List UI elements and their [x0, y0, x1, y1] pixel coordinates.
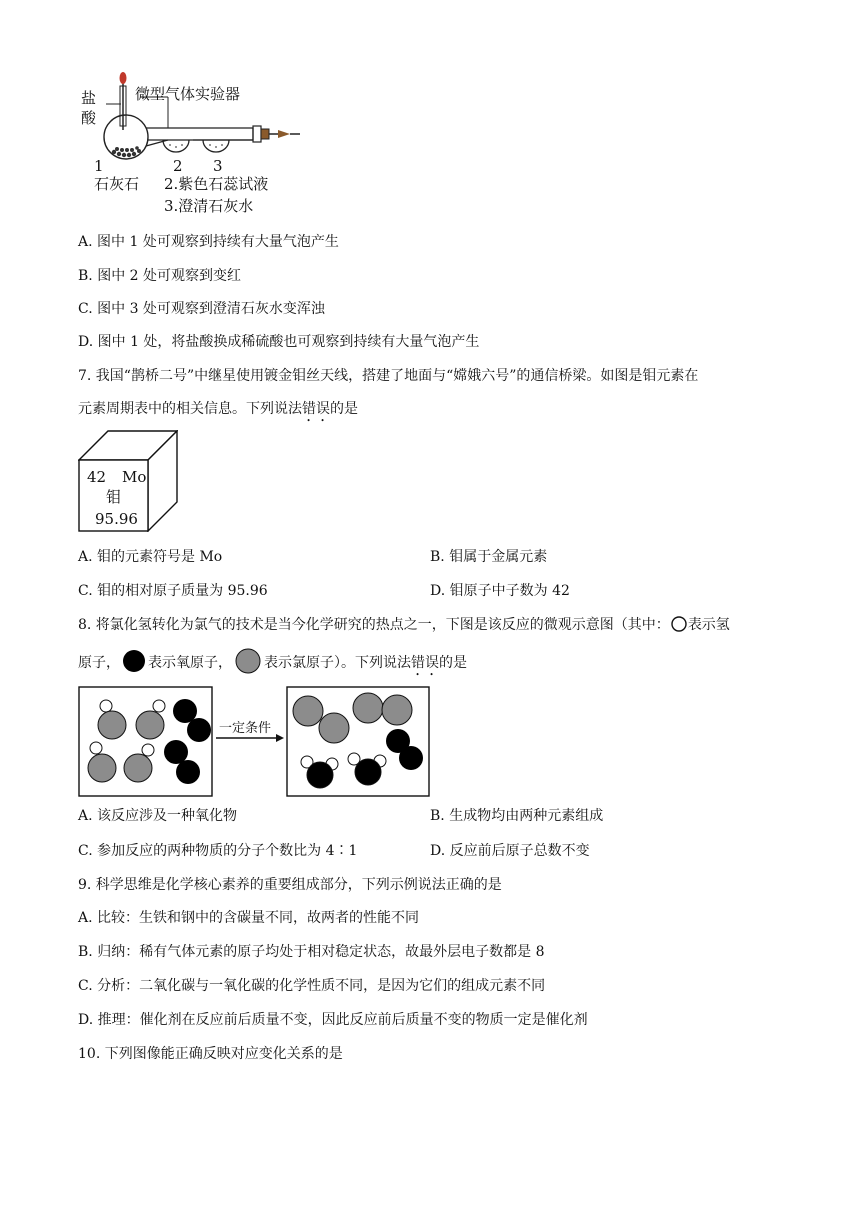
q8-stem-post: 表示氢: [687, 617, 730, 633]
q9-option-a: A. 比较：生铁和钢中的含碳量不同，故两者的性能不同: [78, 910, 420, 926]
q8-stem-line2: [78, 648, 467, 679]
q9-option-b: B. 归纳：稀有气体元素的原子均处于相对稳定状态，故最外层电子数都是 8: [78, 944, 545, 960]
q8-option-a: A. 该反应涉及一种氧化物: [78, 808, 238, 824]
q8-option-d: D. 反应前后原子总数不变: [430, 843, 590, 859]
q9-option-d: D. 推理：催化剂在反应前后质量不变，因此反应前后质量不变的物质一定是催化剂: [78, 1012, 588, 1028]
q7-stem-post: 的是: [330, 401, 358, 417]
oxygen-legend-icon: [120, 649, 148, 673]
q8-stem-c: 表示氯原子）。下列说法: [264, 655, 411, 671]
q6-option-d: D. 图中 1 处，将盐酸换成稀硫酸也可观察到持续有大量气泡产生: [78, 334, 480, 350]
element-mass: 95.96: [95, 510, 138, 528]
reaction-svg: [78, 686, 430, 798]
q7-option-d: D. 钼原子中子数为 42: [430, 583, 570, 599]
q7-stem-line2: [78, 400, 358, 425]
q6-option-b: B. 图中 2 处可观察到变红: [78, 268, 241, 284]
q8-option-c: C. 参加反应的两种物质的分子个数比为 4∶1: [78, 843, 358, 859]
q8-stem-b: 表示氧原子，: [148, 655, 232, 671]
label-num-3: 3: [213, 157, 223, 175]
q7-option-b: B. 钼属于金属元素: [430, 549, 548, 565]
hydrogen-legend-icon: [670, 616, 688, 632]
element-name: 钼: [106, 488, 122, 506]
chlorine-legend-icon: [232, 648, 264, 674]
q8-stem-pre: 8. 将氯化氢转化为氯气的技术是当今化学研究的热点之一，下图是该反应的微观示意图（其中：: [78, 617, 670, 633]
q7-option-a: A. 钼的元素符号是 Mo: [78, 549, 223, 565]
q6-option-c: C. 图中 3 处可观察到澄清石灰水变浑浊: [78, 301, 325, 317]
element-number: 42: [87, 468, 107, 486]
element-tile: [78, 430, 178, 532]
label-limestone: 石灰石: [94, 175, 140, 193]
q8-stem-a: 原子，: [78, 655, 120, 671]
element-symbol: Mo: [122, 468, 147, 486]
q7-option-c: C. 钼的相对原子质量为 95.96: [78, 583, 268, 599]
reaction-diagram: [78, 686, 430, 798]
label-litmus: 2.紫色石蕊试液: [164, 175, 269, 193]
q7-stem-line1: 7. 我国“鹊桥二号”中继星使用镀金钼丝天线，搭建了地面与“嫦娥六号”的通信桥梁。如图是钼元素在: [78, 368, 699, 384]
q9-option-c: C. 分析：二氧化碳与一氧化碳的化学性质不同，是因为它们的组成元素不同: [78, 978, 546, 994]
arrow-label: 一定条件: [219, 721, 272, 736]
q7-stem-pre: 元素周期表中的相关信息。下列说法: [78, 401, 302, 417]
q9-stem: 9. 科学思维是化学核心素养的重要组成部分，下列示例说法正确的是: [78, 877, 502, 893]
q8-stem-d: 的是: [439, 655, 467, 671]
label-limewater: 3.澄清石灰水: [164, 197, 254, 215]
label-device: 微型气体实验器: [135, 85, 241, 103]
label-acid-2: 酸: [81, 109, 97, 127]
label-acid-1: 盐: [81, 89, 97, 107]
apparatus-figure: [78, 70, 308, 195]
q10-stem: 10. 下列图像能正确反映对应变化关系的是: [78, 1046, 343, 1062]
label-num-2: 2: [173, 157, 183, 175]
q6-option-a: A. 图中 1 处可观察到持续有大量气泡产生: [78, 234, 339, 250]
q7-emphasis: 错误: [302, 401, 330, 417]
q8-option-b: B. 生成物均由两种元素组成: [430, 808, 604, 824]
q8-emphasis: 错误: [411, 655, 439, 671]
q8-stem-line1: [78, 616, 730, 634]
label-num-1: 1: [94, 157, 104, 175]
